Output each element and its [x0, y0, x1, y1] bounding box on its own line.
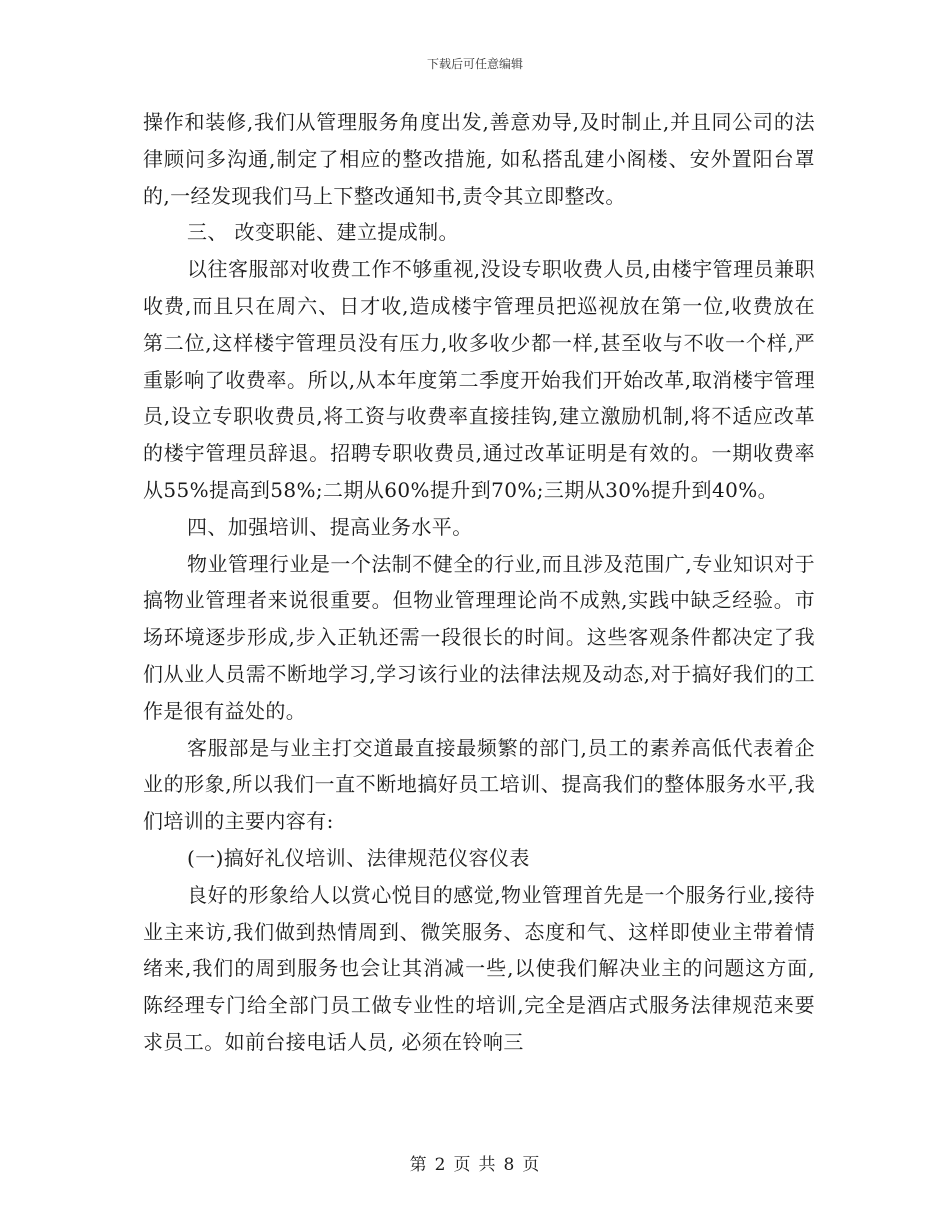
footer-total-word: 共 — [478, 1155, 497, 1175]
section-heading-3: 三、 改变职能、建立提成制。 — [187, 220, 459, 245]
current-page-number: 2 — [434, 1155, 447, 1175]
page-number-footer — [0, 1150, 950, 1175]
footer-prefix: 第 — [409, 1155, 428, 1175]
subsection-heading-1: (一)搞好礼仪培训、法律规范仪容仪表 — [187, 845, 530, 870]
footer-page-word: 页 — [453, 1155, 472, 1175]
footer-suffix: 页 — [522, 1155, 541, 1175]
paragraph-fee-reform: 以往客服部对收费工作不够重视,没设专职收费人员,由楼宇管理员兼职收费,而且只在周六、日才收,造成楼宇管理员把巡视放在第一位,收费放在第二位,这样楼宇管理员没有压力,收多收少都一样,甚至收与不收一个样,严重影响了收费率。所以,从本年度第二季度开始我们开始改革,取消楼宇管理员,设立专职收费员,将工资与收费率直接挂钩,建立激励机制,将不适应改革的楼宇管理员辞退。招聘专职收费员,通过改革证明是有效的。一期收费率从55%提高到58%;二期从60%提升到70%;三期从30%提升到40%。 — [143, 257, 815, 502]
paragraph-customer-service: 客服部是与业主打交道最直接最频繁的部门,员工的素养高低代表着企业的形象,所以我们一直不断地搞好员工培训、提高我们的整体服务水平,我们培训的主要内容有: — [143, 735, 815, 834]
section-heading-4: 四、加强培训、提高业务水平。 — [187, 514, 473, 539]
page-header-note: 下载后可任意编辑 — [426, 57, 523, 71]
paragraph-etiquette: 良好的形象给人以赏心悦目的感觉,物业管理首先是一个服务行业,接待业主来访,我们做到热情周到、微笑服务、态度和气、这样即使业主带着情绪来,我们的周到服务也会让其消减一些,以使我们解决业主的问题这方面,陈经理专门给全部门员工做专业性的培训,完全是酒店式服务法律规范来要求员工。如前台接电话人员, 必须在铃响三 — [143, 882, 815, 1054]
paragraph-renovation: 操作和装修,我们从管理服务角度出发,善意劝导,及时制止,并且同公司的法律顾问多沟通,制定了相应的整改措施, 如私搭乱建小阁楼、安外置阳台罩的,一经发现我们马上下整改通知书,责令其立即整改。 — [143, 110, 815, 208]
paragraph-industry: 物业管理行业是一个法制不健全的行业,而且涉及范围广,专业知识对于搞物业管理者来说很重要。但物业管理理论尚不成熟,实践中缺乏经验。市场环境逐步形成,步入正轨还需一段很长的时间。这些客观条件都决定了我们从业人员需不断地学习,学习该行业的法律法规及动态,对于搞好我们的工作是很有益处的。 — [143, 551, 815, 723]
total-page-number: 8 — [503, 1155, 516, 1175]
document-body — [143, 104, 815, 1061]
